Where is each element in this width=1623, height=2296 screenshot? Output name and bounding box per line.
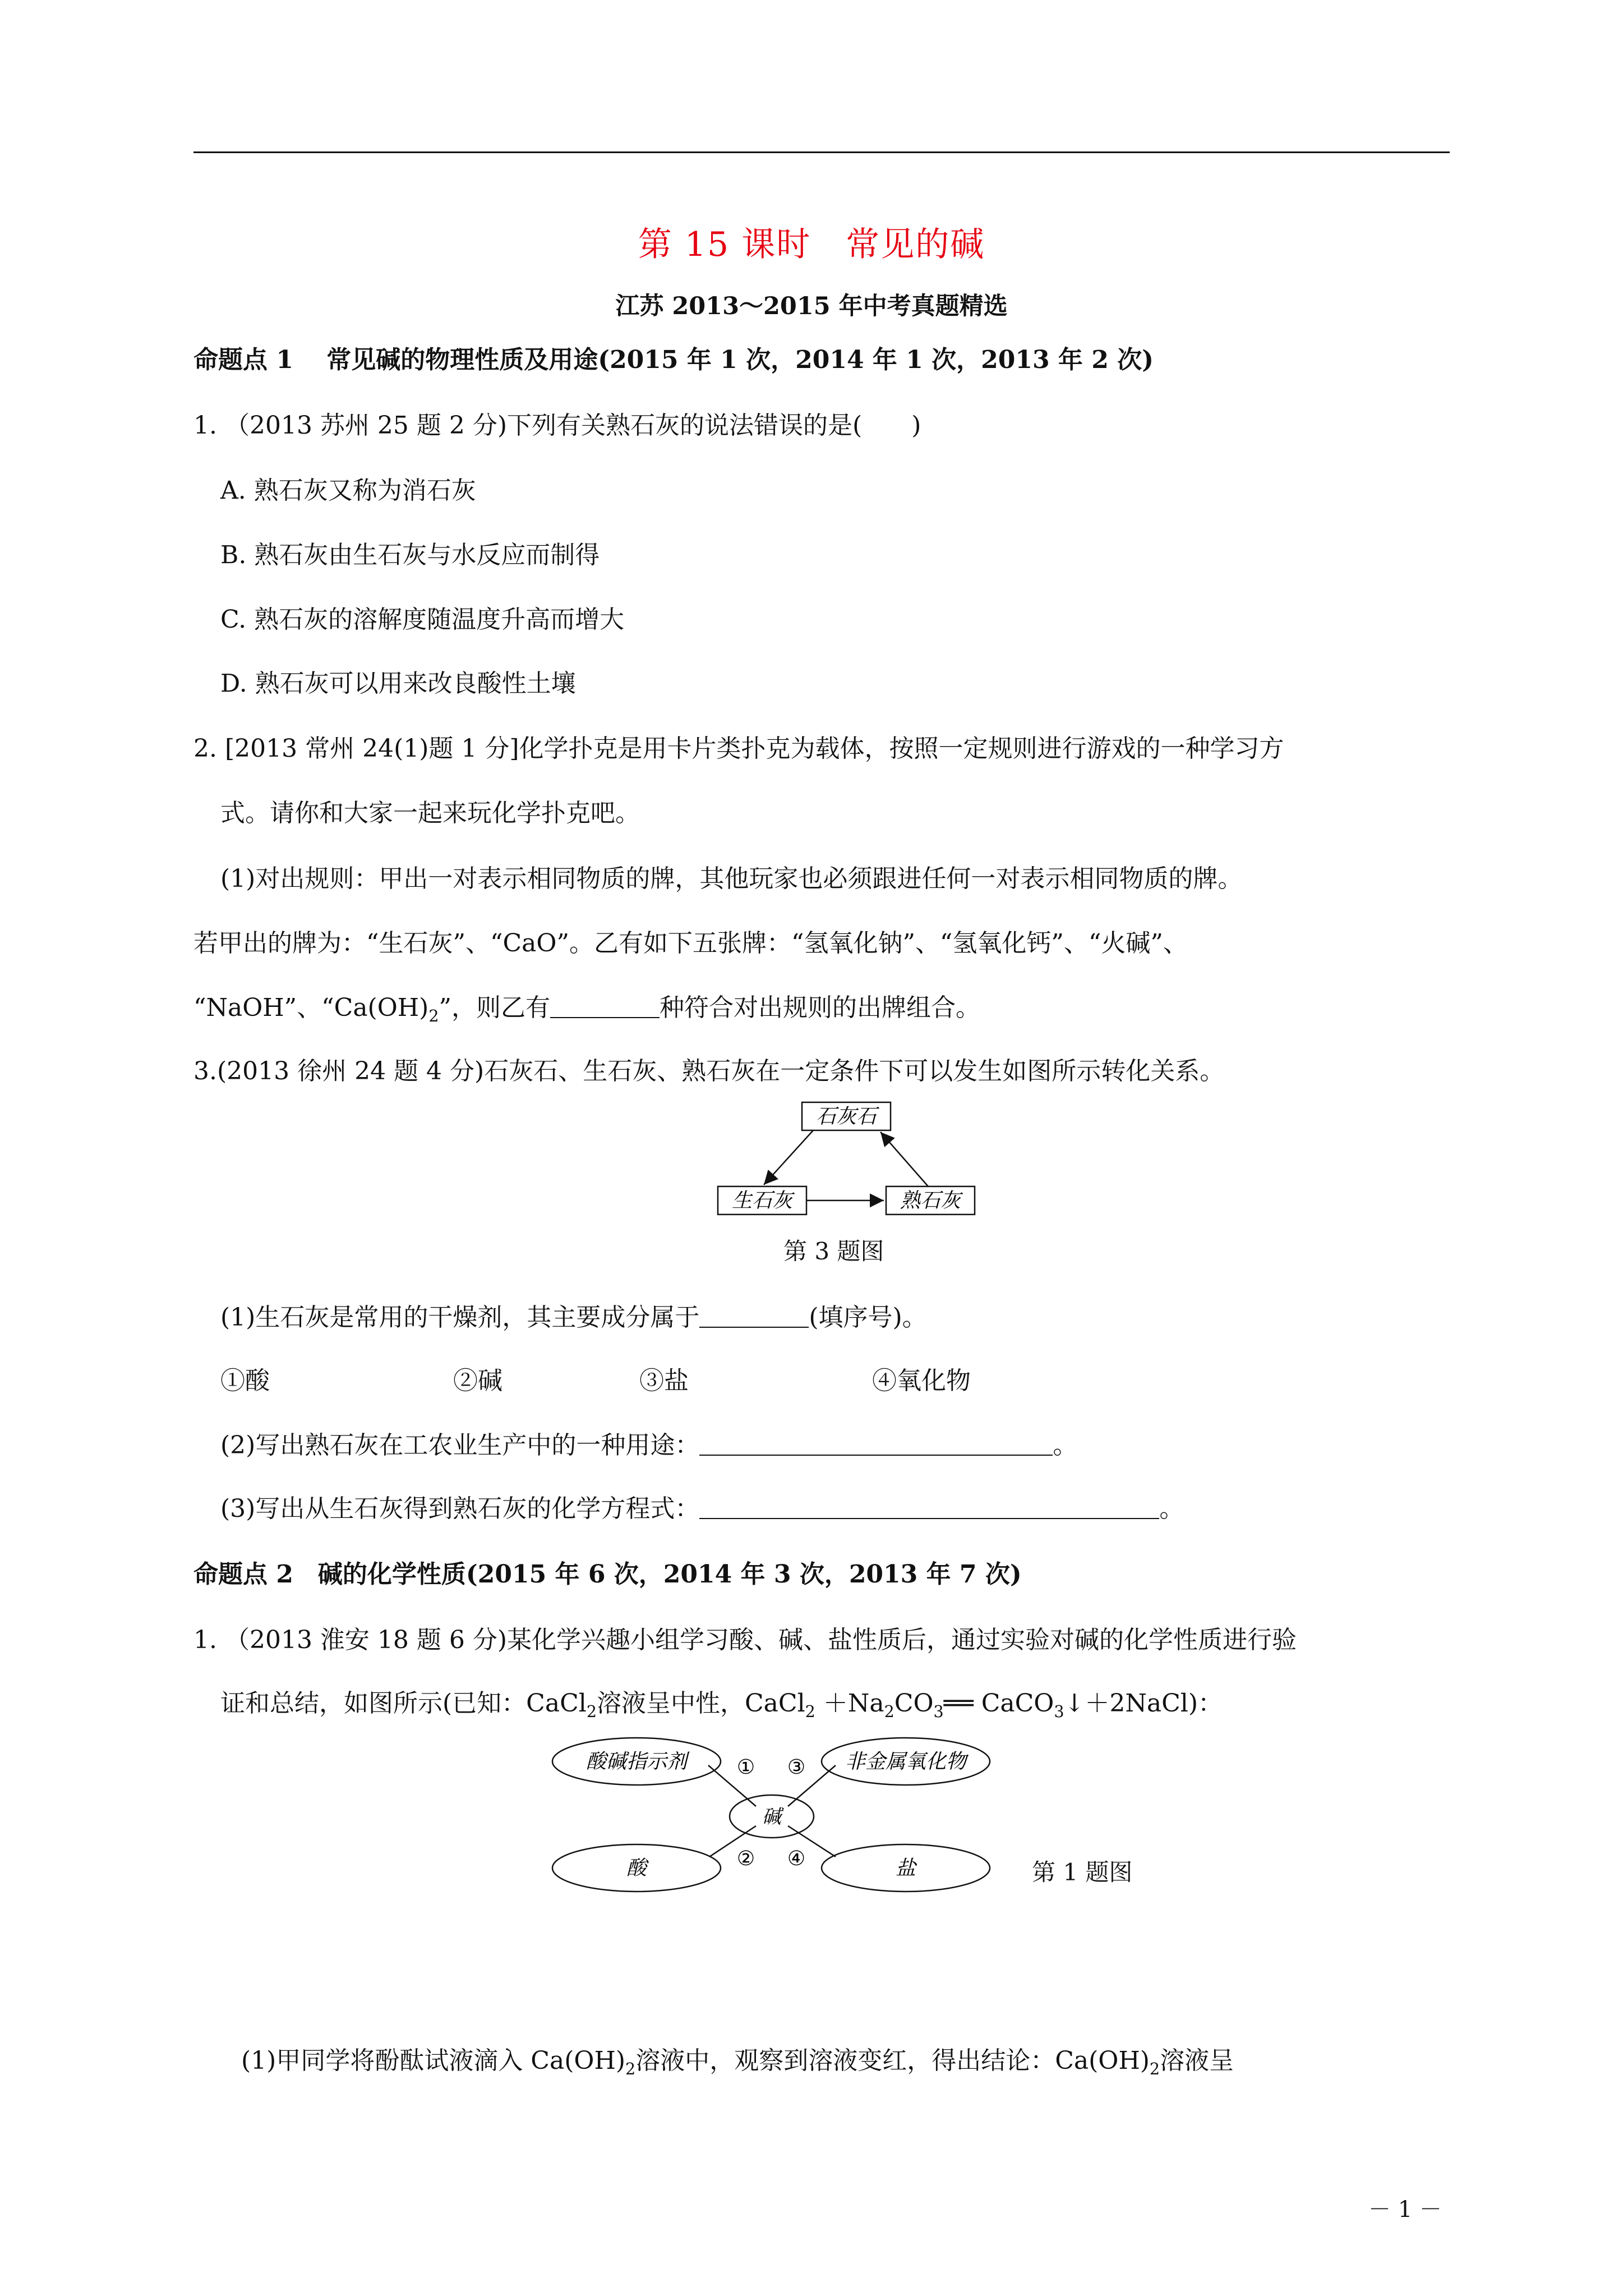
answer-blank bbox=[699, 1302, 809, 1328]
choice-base: ②碱 bbox=[453, 1366, 502, 1395]
marker-2: ② bbox=[736, 1847, 755, 1870]
question-s2-1-part1: (1)甲同学将酚酞试液滴入 $Ca(OH)_2$溶液中，观察到溶液变红，得出结论：$Ca(OH)_2$溶液呈 bbox=[241, 2046, 1234, 2078]
option-c: C. 熟石灰的溶解度随温度升高而增大 bbox=[220, 605, 625, 634]
label-quicklime: 生石灰 bbox=[731, 1189, 793, 1212]
label-salt: 盐 bbox=[895, 1857, 916, 1880]
choice-salt: ③盐 bbox=[639, 1366, 689, 1395]
label-limestone: 石灰石 bbox=[815, 1105, 877, 1128]
option-b: B. 熟石灰由生石灰与水反应而制得 bbox=[220, 541, 600, 569]
choice-acid: ①酸 bbox=[220, 1366, 270, 1395]
question-2-rule: (1)对出规则：甲出一对表示相同物质的牌，其他玩家也必须跟进任何一对表示相同物质的牌。 bbox=[220, 864, 1243, 893]
label-base: 碱 bbox=[762, 1806, 781, 1828]
question-3-stem: 3.(2013 徐州 24 题 4 分)石灰石、生石灰、熟石灰在一定条件下可以发生如图所示转化关系。 bbox=[193, 1057, 1225, 1085]
page-number: － 1 － bbox=[1368, 2197, 1442, 2223]
question-3-part1: (1)生石灰是常用的干燥剂，其主要成分属于 (填序号)。 bbox=[220, 1303, 927, 1332]
label-slaked-lime: 熟石灰 bbox=[900, 1189, 961, 1212]
figure-3-caption: 第 3 题图 bbox=[783, 1237, 884, 1265]
arrow-slaked-to-limestone bbox=[880, 1132, 928, 1186]
label-indicator: 酸碱指示剂 bbox=[585, 1750, 688, 1773]
marker-4: ④ bbox=[787, 1847, 806, 1870]
question-2-stem-line2: 式。请你和大家一起来玩化学扑克吧。 bbox=[220, 799, 640, 827]
header-rule bbox=[193, 151, 1450, 153]
label-acid: 酸 bbox=[626, 1857, 647, 1880]
section-heading-2: 命题点 2 碱的化学性质(2015 年 6 次，2014 年 3 次，2013 年 7 次) bbox=[193, 1560, 1022, 1589]
question-1-stem: 1. （2013 苏州 25 题 2 分)下列有关熟石灰的说法错误的是( ) bbox=[193, 411, 921, 440]
base-properties-diagram bbox=[538, 1728, 1043, 1896]
question-s2-1-stem-line1: 1. （2013 淮安 18 题 6 分)某化学兴趣小组学习酸、碱、盐性质后，通过实验对碱的化学性质进行验 bbox=[193, 1626, 1297, 1654]
question-2-answer-line: “NaOH”、“$Ca(OH)_2$”，则乙有 种符合对出规则的出牌组合。 bbox=[193, 993, 981, 1025]
answer-blank bbox=[699, 1493, 1159, 1519]
figure-1-caption: 第 1 题图 bbox=[1032, 1858, 1133, 1886]
answer-blank bbox=[699, 1430, 1053, 1456]
option-d: D. 熟石灰可以用来改良酸性土壤 bbox=[220, 669, 576, 698]
lime-cycle-diagram bbox=[701, 1099, 993, 1217]
option-a: A. 熟石灰又称为消石灰 bbox=[220, 476, 476, 505]
question-3-part3: (3)写出从生石灰得到熟石灰的化学方程式： 。 bbox=[220, 1494, 1184, 1523]
page-subtitle: 江苏 2013～2015 年中考真题精选 bbox=[615, 292, 1008, 320]
label-nonmetal-oxide: 非金属氧化物 bbox=[845, 1750, 967, 1773]
arrow-limestone-to-quicklime bbox=[764, 1130, 813, 1185]
question-2-stem-line1: 2. [2013 常州 24(1)题 1 分]化学扑克是用卡片类扑克为载体，按照一定规则进行游戏的一种学习方 bbox=[193, 734, 1284, 763]
question-3-part2: (2)写出熟石灰在工农业生产中的一种用途： 。 bbox=[220, 1431, 1078, 1460]
choice-oxide: ④氧化物 bbox=[872, 1366, 971, 1395]
answer-blank bbox=[550, 992, 660, 1018]
question-2-cards: 若甲出的牌为：“生石灰”、“CaO”。乙有如下五张牌：“氢氧化钠”、“氢氧化钙”、“火碱”、 bbox=[193, 929, 1188, 958]
section-heading-1: 命题点 1 常见碱的物理性质及用途(2015 年 1 次，2014 年 1 次，2013 年 2 次) bbox=[193, 346, 1154, 374]
marker-1: ① bbox=[736, 1756, 755, 1779]
page-title: 第 15 课时 常见的碱 bbox=[638, 225, 985, 264]
marker-3: ③ bbox=[787, 1756, 806, 1779]
question-s2-1-stem-line2: 证和总结，如图所示(已知：CaCl$_2$溶液呈中性，CaCl$_2$ $+Na_2CO_3══$ CaCO$_3$↓＋2NaCl)： bbox=[220, 1689, 1223, 1721]
